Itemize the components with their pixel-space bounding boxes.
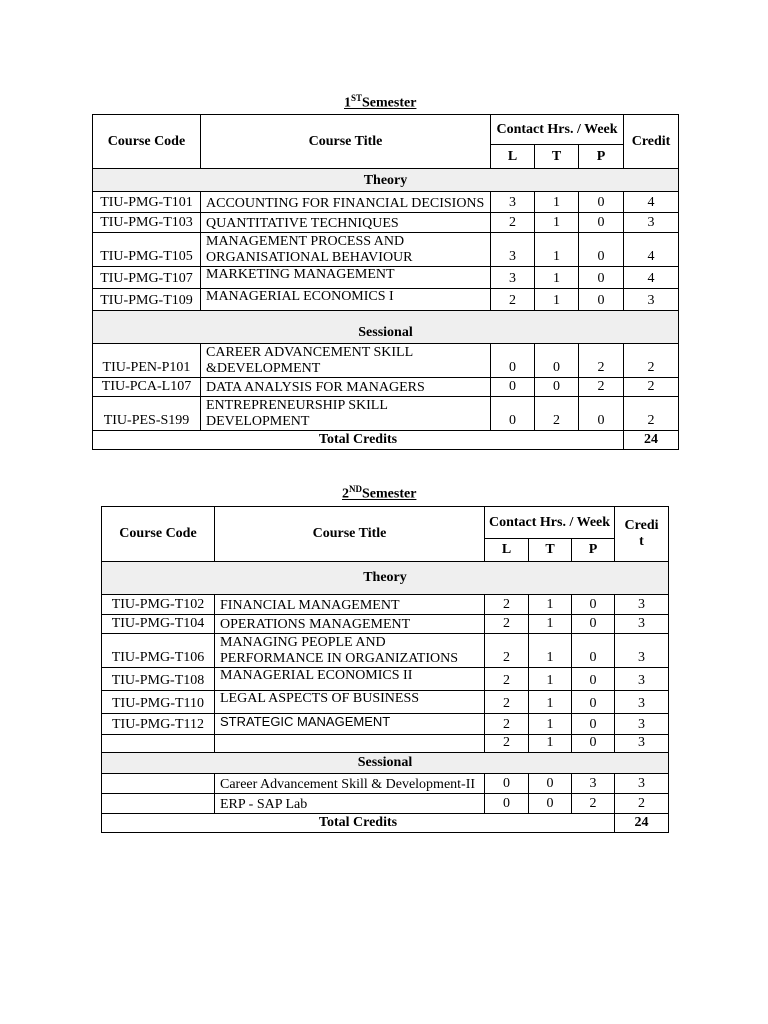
course-title: STRATEGIC MANAGEMENT: [215, 714, 485, 735]
course-title-line: CAREER ADVANCEMENT SKILL: [206, 345, 414, 360]
course-code: TIU-PEN-P101: [93, 344, 201, 378]
credit-value: 3: [615, 634, 669, 668]
credit-value: 2: [624, 344, 679, 378]
practical-hours: 0: [572, 735, 615, 753]
table-row: [102, 774, 669, 794]
table-row: [93, 233, 679, 267]
tutorial-hours: 1: [529, 595, 572, 615]
semester-1-heading: 1STSemester: [344, 93, 417, 111]
course-title: MANAGERIAL ECONOMICS I: [201, 289, 491, 311]
tutorial-hours: 0: [529, 774, 572, 794]
semester-2-heading: 2NDSemester: [342, 484, 417, 502]
lecture-hours: 0: [491, 397, 535, 431]
column-header-credit: Credit: [624, 115, 679, 169]
column-header-t: T: [529, 539, 572, 562]
course-title-line: &DEVELOPMENT: [206, 361, 321, 376]
tutorial-hours: 0: [535, 378, 579, 397]
tutorial-hours: 1: [535, 289, 579, 311]
credit-value: 2: [615, 794, 669, 814]
table-row: [102, 735, 669, 753]
credit-value: 3: [615, 735, 669, 753]
credit-value: 2: [624, 397, 679, 431]
tutorial-hours: 1: [535, 213, 579, 233]
tutorial-hours: 1: [535, 192, 579, 213]
course-title-line: MANAGEMENT PROCESS AND: [206, 234, 405, 249]
lecture-hours: 2: [485, 691, 529, 714]
tutorial-hours: 1: [529, 714, 572, 735]
lecture-hours: 2: [491, 213, 535, 233]
tutorial-hours: 1: [535, 233, 579, 267]
course-title: MANAGERIAL ECONOMICS II: [215, 668, 485, 691]
lecture-hours: 3: [491, 233, 535, 267]
practical-hours: 2: [579, 378, 624, 397]
course-code: TIU-PMG-T107: [93, 267, 201, 289]
tutorial-hours: 2: [535, 397, 579, 431]
practical-hours: 0: [572, 714, 615, 735]
practical-hours: 0: [579, 397, 624, 431]
course-code: TIU-PMG-T109: [93, 289, 201, 311]
lecture-hours: 2: [485, 714, 529, 735]
course-title: DATA ANALYSIS FOR MANAGERS: [201, 378, 491, 397]
column-header-p: P: [572, 539, 615, 562]
course-title: [201, 233, 491, 267]
column-header-course-code: Course Code: [93, 115, 201, 169]
course-title: MARKETING MANAGEMENT: [201, 267, 491, 289]
credit-value: 3: [624, 289, 679, 311]
tutorial-hours: 0: [535, 344, 579, 378]
total-credits-label: Total Credits: [93, 431, 624, 450]
course-code: TIU-PMG-T101: [93, 192, 201, 213]
practical-hours: 0: [572, 691, 615, 714]
tutorial-hours: 1: [529, 668, 572, 691]
course-title: QUANTITATIVE TECHNIQUES: [201, 213, 491, 233]
column-header-l: L: [491, 145, 535, 169]
table-row: [93, 378, 679, 397]
tutorial-hours: 1: [535, 267, 579, 289]
lecture-hours: 2: [485, 668, 529, 691]
course-title-line: MANAGING PEOPLE AND: [220, 635, 386, 650]
theory-section-label: Theory: [102, 562, 669, 595]
column-header-p: P: [579, 145, 624, 169]
practical-hours: 0: [579, 192, 624, 213]
column-header-l: L: [485, 539, 529, 562]
practical-hours: 0: [579, 233, 624, 267]
table-row: [93, 397, 679, 431]
credit-header-line: Credi: [624, 518, 659, 533]
table-row: [102, 634, 669, 668]
course-code: TIU-PMG-T104: [102, 615, 215, 634]
credit-header-line: t: [639, 534, 644, 549]
practical-hours: 3: [572, 774, 615, 794]
theory-section-label: Theory: [93, 169, 679, 192]
table-row: [93, 213, 679, 233]
tutorial-hours: 1: [529, 735, 572, 753]
practical-hours: 0: [572, 634, 615, 668]
practical-hours: 0: [572, 615, 615, 634]
course-title: LEGAL ASPECTS OF BUSINESS: [215, 691, 485, 714]
lecture-hours: 2: [485, 634, 529, 668]
column-header-contact-hours: Contact Hrs. / Week: [491, 115, 624, 145]
semester-1-table: [92, 114, 679, 450]
lecture-hours: 2: [485, 735, 529, 753]
column-header-credit: [615, 507, 669, 562]
course-code: TIU-PMG-T110: [102, 691, 215, 714]
credit-value: 4: [624, 192, 679, 213]
practical-hours: 0: [572, 595, 615, 615]
credit-value: 3: [615, 615, 669, 634]
course-title-line: ENTREPRENEURSHIP SKILL: [206, 398, 388, 413]
course-title: [215, 735, 485, 753]
credit-value: 3: [615, 668, 669, 691]
lecture-hours: 2: [485, 615, 529, 634]
practical-hours: 0: [579, 213, 624, 233]
table-row: [93, 267, 679, 289]
credit-value: 3: [615, 691, 669, 714]
course-code: TIU-PMG-T103: [93, 213, 201, 233]
course-title-line: DEVELOPMENT: [206, 414, 310, 429]
column-header-course-title: Course Title: [201, 115, 491, 169]
practical-hours: 0: [579, 267, 624, 289]
table-row: [93, 192, 679, 213]
lecture-hours: 0: [491, 378, 535, 397]
course-title: Career Advancement Skill & Development-II: [215, 774, 485, 794]
credit-value: 3: [615, 714, 669, 735]
tutorial-hours: 1: [529, 691, 572, 714]
tutorial-hours: 0: [529, 794, 572, 814]
total-credits-value: 24: [624, 431, 679, 450]
table-row: [102, 714, 669, 735]
table-row: [102, 691, 669, 714]
course-code: [102, 774, 215, 794]
course-title: ERP - SAP Lab: [215, 794, 485, 814]
course-code: TIU-PMG-T108: [102, 668, 215, 691]
total-credits-value: 24: [615, 814, 669, 833]
lecture-hours: 3: [491, 267, 535, 289]
practical-hours: 0: [572, 668, 615, 691]
course-code: [102, 794, 215, 814]
lecture-hours: 2: [491, 289, 535, 311]
sessional-section-label: Sessional: [93, 311, 679, 344]
course-title: [215, 634, 485, 668]
lecture-hours: 0: [485, 794, 529, 814]
practical-hours: 0: [579, 289, 624, 311]
credit-value: 3: [615, 774, 669, 794]
lecture-hours: 0: [491, 344, 535, 378]
course-code: TIU-PMG-T112: [102, 714, 215, 735]
table-row: [102, 794, 669, 814]
course-title: FINANCIAL MANAGEMENT: [215, 595, 485, 615]
table-row: [93, 289, 679, 311]
course-code: TIU-PMG-T106: [102, 634, 215, 668]
course-code: TIU-PMG-T102: [102, 595, 215, 615]
course-code: TIU-PCA-L107: [93, 378, 201, 397]
credit-value: 3: [615, 595, 669, 615]
course-title-line: PERFORMANCE IN ORGANIZATIONS: [220, 651, 459, 666]
course-code: TIU-PES-S199: [93, 397, 201, 431]
table-row: [102, 595, 669, 615]
semester-2-table: [101, 506, 669, 833]
course-title: OPERATIONS MANAGEMENT: [215, 615, 485, 634]
credit-value: 4: [624, 267, 679, 289]
course-title: ACCOUNTING FOR FINANCIAL DECISIONS: [201, 192, 491, 213]
credit-value: 2: [624, 378, 679, 397]
tutorial-hours: 1: [529, 615, 572, 634]
tutorial-hours: 1: [529, 634, 572, 668]
practical-hours: 2: [572, 794, 615, 814]
table-row: [93, 344, 679, 378]
lecture-hours: 3: [491, 192, 535, 213]
course-code: [102, 735, 215, 753]
practical-hours: 2: [579, 344, 624, 378]
total-credits-label: Total Credits: [102, 814, 615, 833]
table-row: [102, 615, 669, 634]
table-row: [102, 668, 669, 691]
course-code: TIU-PMG-T105: [93, 233, 201, 267]
lecture-hours: 0: [485, 774, 529, 794]
column-header-course-title: Course Title: [215, 507, 485, 562]
course-title-line: ORGANISATIONAL BEHAVIOUR: [206, 250, 413, 265]
credit-value: 3: [624, 213, 679, 233]
column-header-t: T: [535, 145, 579, 169]
sessional-section-label: Sessional: [102, 753, 669, 774]
column-header-course-code: Course Code: [102, 507, 215, 562]
course-title: [201, 344, 491, 378]
column-header-contact-hours: Contact Hrs. / Week: [485, 507, 615, 539]
course-title: [201, 397, 491, 431]
credit-value: 4: [624, 233, 679, 267]
lecture-hours: 2: [485, 595, 529, 615]
